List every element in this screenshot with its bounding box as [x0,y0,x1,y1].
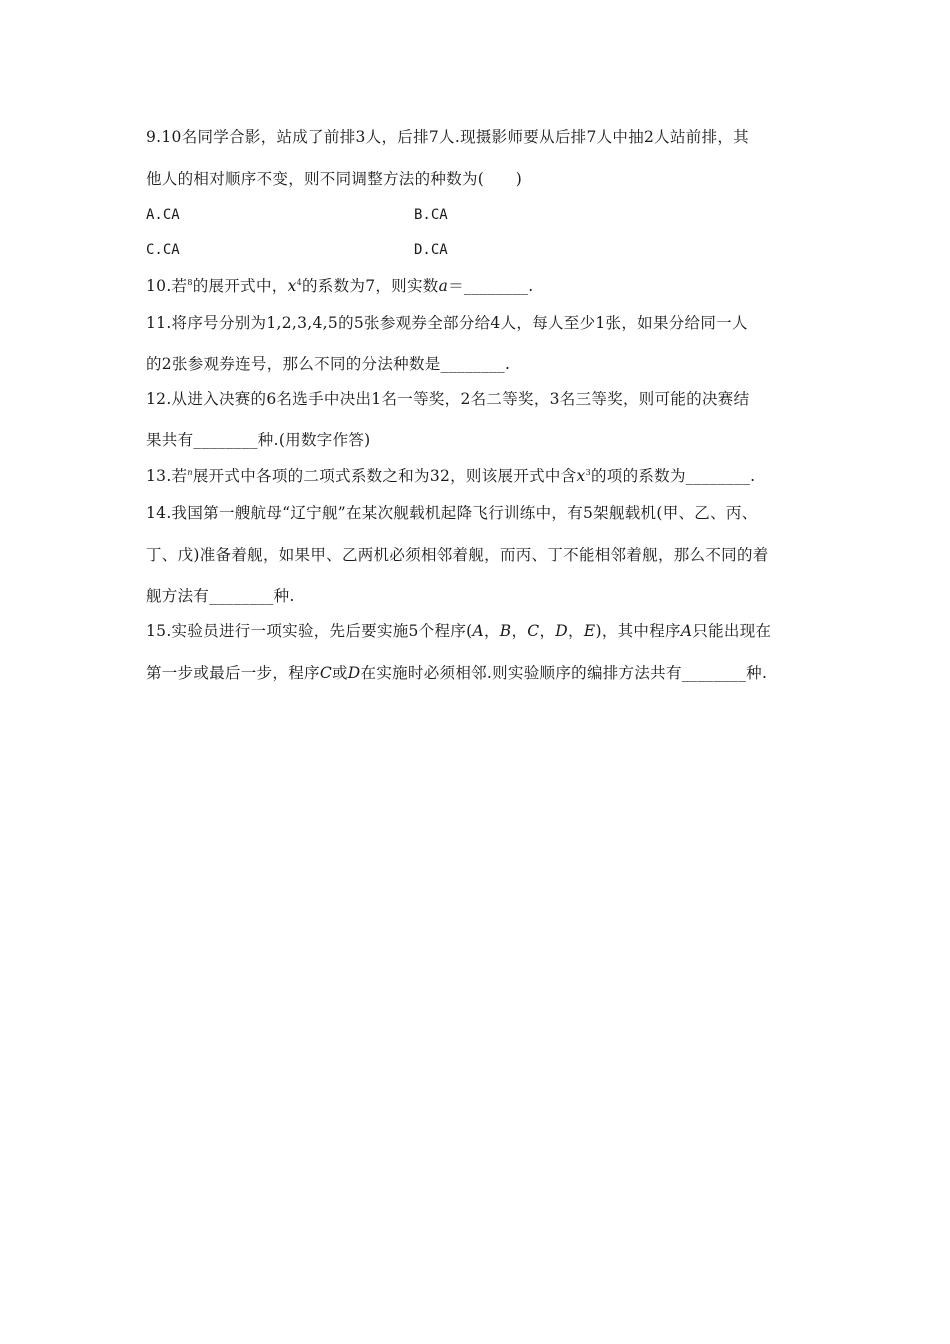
q11-line-1: 11.将序号分别为1,2,3,4,5的5张参观券全部分给4人，每人至少1张，如果分给同一人 [146,314,748,332]
q15-var-a-2: A [680,622,693,640]
q9-option-d: D.CA [414,242,448,258]
q15-var-e: E [583,622,596,640]
q9-option-c: C.CA [146,242,180,258]
q13-line [146,466,755,486]
q10-line [146,276,534,296]
q15-var-a: A [472,622,484,640]
q12-line-1: 12.从进入决赛的6名选手中决出1名一等奖，2名二等奖，3名三等奖，则可能的决赛结 [146,390,750,408]
q15-l2-prefix: 第一步或最后一步，程序 [146,664,320,682]
q14-line-2: 丁、戊)准备着舰，如果甲、乙两机必须相邻着舰，而丙、丁不能相邻着舰，那么不同的着 [146,546,769,564]
q10-mid: 的展开式中， [192,277,288,295]
q15-line-2 [146,663,767,683]
q13-mid: 展开式中各项的二项式系数之和为32，则该展开式中含 [192,467,577,485]
q15-l2-or: 或 [331,664,348,682]
q9-option-a: A.CA [146,207,180,223]
q9-option-b: B.CA [414,207,448,223]
q13-prefix: 13.若 [146,467,188,485]
q9-line-2: 他人的相对顺序不变，则不同调整方法的种数为( ) [146,170,523,188]
q15-var-c-2: C [319,664,332,682]
q15-l1-post: 只能出现在 [692,622,772,640]
q10-post-1: 的系数为7，则实数 [302,277,439,295]
q15-l1-prefix: 15.实验员进行一项实验，先后要实施5个程序( [146,622,473,640]
q15-var-d-2: D [347,664,361,682]
q15-l2-post: 在实施时必须相邻.则实验顺序的编排方法共有________种. [360,664,768,682]
q14-line-3: 舰方法有________种. [146,587,295,605]
q9-line-1: 9.10名同学合影，站成了前排3人，后排7人.现摄影师要从后排7人中抽2人站前排，其 [146,128,749,146]
q13-exponent-n-text: n [187,468,193,477]
q10-var-a: a [438,277,449,295]
q10-exponent-8: 8 [187,278,193,287]
q11-line-2: 的2张参观券连号，那么不同的分法种数是________. [146,355,511,373]
q15-line-1: 15.实验员进行一项实验，先后要实施5个程序(A，B，C，D，E)，其中程序A只能出现在 [146,622,772,640]
q12-line-2: 果共有________种.(用数字作答) [146,431,371,449]
q15-l1-mid: ，其中程序 [601,622,681,640]
q15-var-d: D [555,622,569,640]
q10-exponent-4: 4 [296,278,302,287]
q13-exponent-3: 3 [585,468,591,477]
q15-var-c: C [527,622,540,640]
q10-post-2: ＝________. [448,277,534,295]
q15-var-b: B [499,622,512,640]
q13-var-x: x [576,467,586,485]
q10-prefix: 10.若 [146,277,188,295]
q13-post: 的项的系数为________. [590,467,756,485]
q10-var-x: x [287,277,297,295]
q14-line-1: 14.我国第一艘航母“辽宁舰”在某次舰载机起降飞行训练中，有5架舰载机(甲、乙、丙、 [146,504,758,522]
